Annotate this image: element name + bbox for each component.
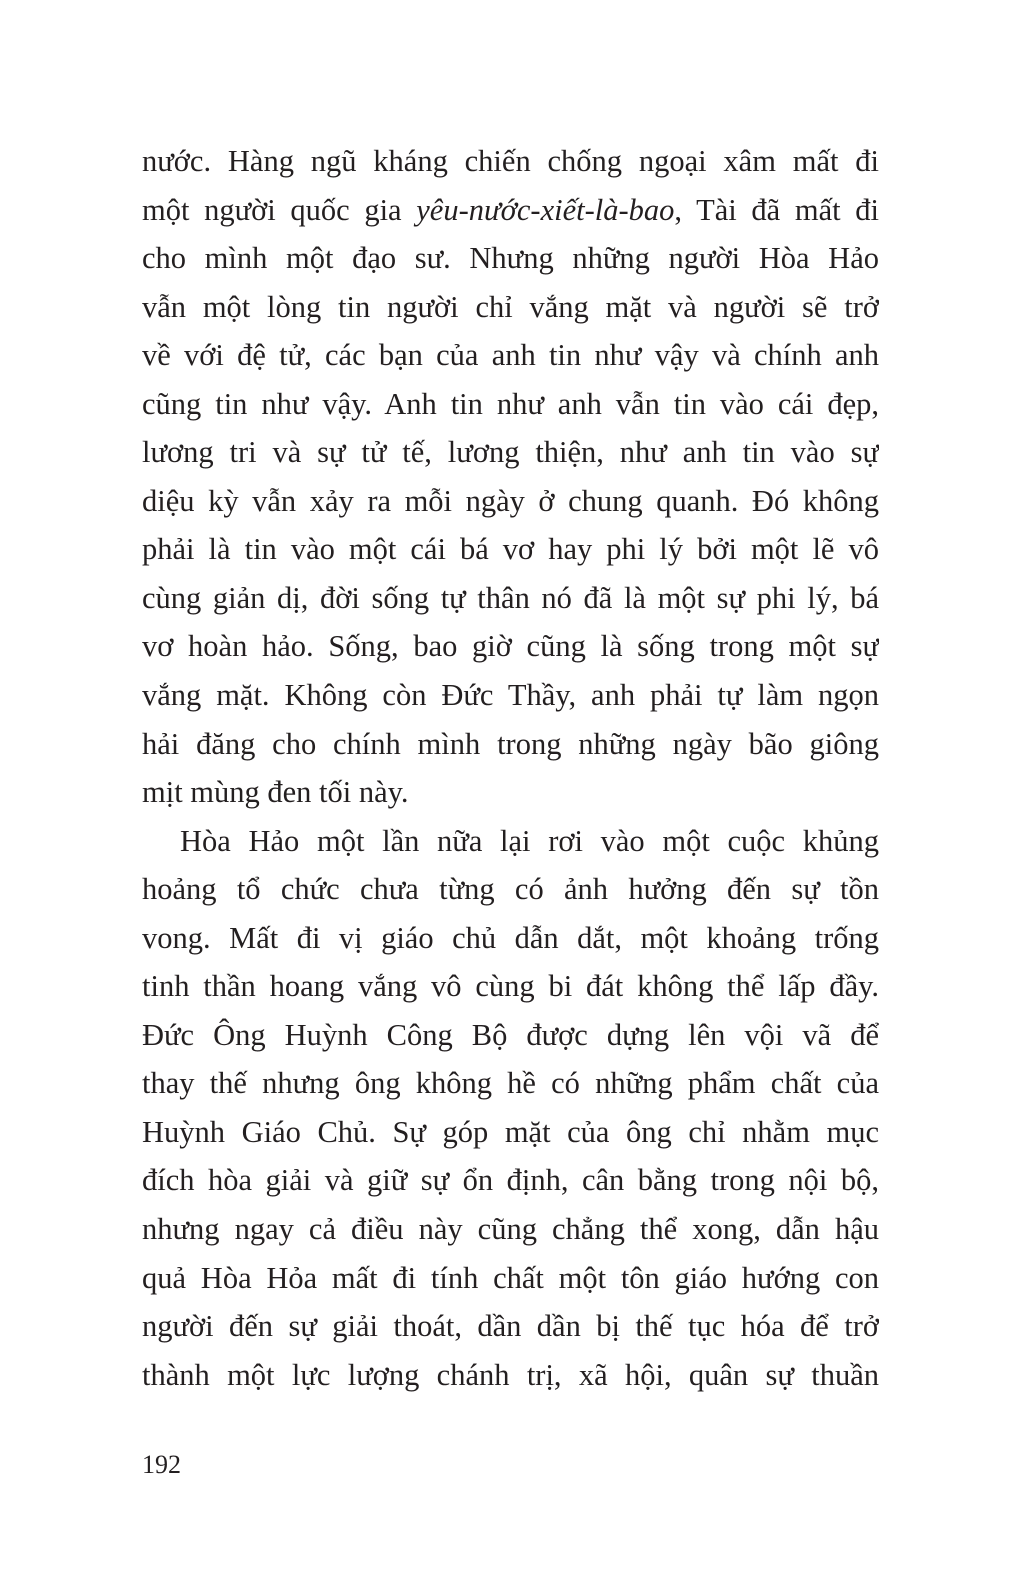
text-line: cùng giản dị, đời sống tự thân nó đã là một sự phi lý, bá	[142, 580, 879, 615]
text-line: hải đăng cho chính mình trong những ngày bão giông	[142, 726, 879, 761]
text-line: Hòa Hảo một lần nữa lại rơi vào một cuộc khủng	[180, 823, 879, 858]
text-line: diệu kỳ vẫn xảy ra mỗi ngày ở chung quanh. Đó không	[142, 483, 879, 518]
body-text	[142, 137, 879, 1399]
text-span: , Tài đã mất đi	[674, 192, 879, 227]
text-line: nhưng ngay cả điều này cũng chẳng thể xong, dẫn hậu	[142, 1212, 879, 1247]
text-line: mịt mùng đen tối này.	[142, 775, 409, 810]
text-line: vẫn một lòng tin người chỉ vắng mặt và người sẽ trở	[142, 289, 879, 324]
italic-phrase: yêu-nước-xiết-là-bao	[416, 192, 675, 227]
text-line	[142, 186, 879, 235]
text-line: cho mình một đạo sư. Nhưng những người Hòa Hảo	[142, 241, 879, 276]
page-number: 192	[142, 1450, 181, 1479]
text-line: lương tri và sự tử tế, lương thiện, như anh tin vào sự	[142, 435, 879, 470]
text-line: vắng mặt. Không còn Đức Thầy, anh phải tự làm ngọn	[142, 678, 879, 713]
text-line: thành một lực lượng chánh trị, xã hội, quân sự thuần	[142, 1357, 879, 1392]
text-line: hoảng tổ chức chưa từng có ảnh hưởng đến sự tồn	[142, 872, 879, 907]
text-line: nước. Hàng ngũ kháng chiến chống ngoại xâm mất đi	[142, 144, 879, 178]
text-span: một người quốc gia	[142, 192, 417, 227]
text-line: phải là tin vào một cái bá vơ hay phi lý bởi một lẽ vô	[142, 532, 879, 567]
text-line: vơ hoàn hảo. Sống, bao giờ cũng là sống trong một sự	[142, 629, 879, 664]
text-line: vong. Mất đi vị giáo chủ dẫn dắt, một khoảng trống	[142, 920, 879, 955]
text-line: người đến sự giải thoát, dần dần bị thế tục hóa để trở	[142, 1309, 879, 1344]
text-line: thay thế nhưng ông không hề có những phẩm chất của	[142, 1066, 879, 1101]
text-line: quả Hòa Hỏa mất đi tính chất một tôn giáo hướng con	[142, 1260, 879, 1295]
text-line: Đức Ông Huỳnh Công Bộ được dựng lên vội vã để	[142, 1017, 879, 1052]
text-line: cũng tin như vậy. Anh tin như anh vẫn tin vào cái đẹp,	[142, 386, 879, 421]
text-line: Huỳnh Giáo Chủ. Sự góp mặt của ông chỉ nhằm mục	[142, 1114, 879, 1149]
text-line: về với đệ tử, các bạn của anh tin như vậy và chính anh	[142, 338, 879, 373]
text-line: đích hòa giải và giữ sự ổn định, cân bằng trong nội bộ,	[142, 1163, 879, 1198]
text-line: tinh thần hoang vắng vô cùng bi đát không thể lấp đầy.	[142, 969, 879, 1004]
